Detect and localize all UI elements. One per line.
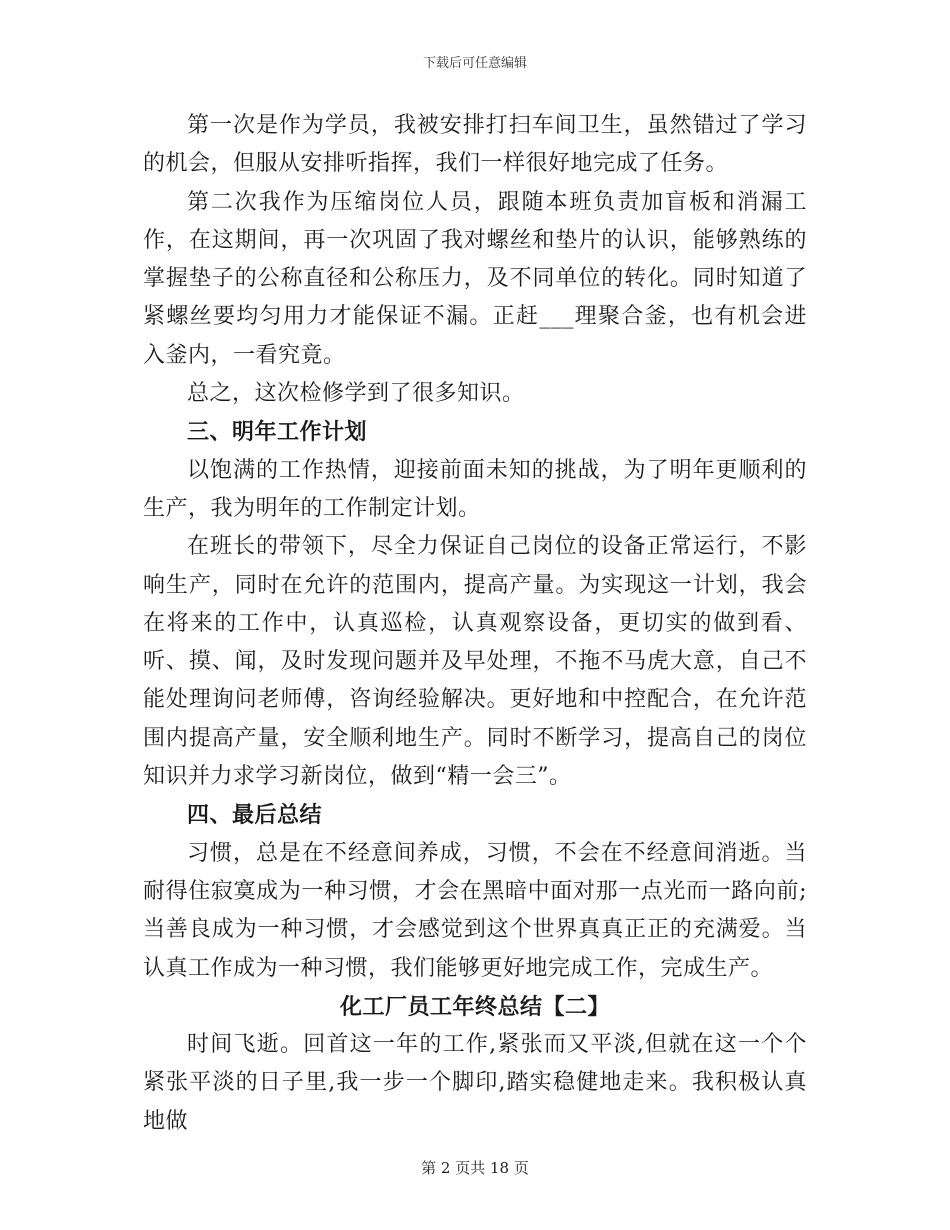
article-title-two: 化工厂员工年终总结【二】 [339,993,610,1020]
section-heading-conclusion: 四、最后总结 [187,802,323,829]
section-heading-plan: 三、明年工作计划 [187,419,368,446]
paragraph-plan-intro: 以饱满的工作热情，迎接前面未知的挑战，为了明年更顺利的生产，我为明年的工作制定计划。 [143,457,807,521]
paragraph-summary: 总之，这次检修学到了很多知识。 [187,381,525,407]
page-header: 下载后可任意编辑 [422,56,527,71]
paragraph-first-time: 第一次是作为学员，我被安排打扫车间卫生，虽然错过了学习的机会，但服从安排听指挥，我们一样很好地完成了任务。 [143,113,807,177]
paragraph-habit: 习惯，总是在不经意间养成，习惯，不会在不经意间消逝。当耐得住寂寞成为一种习惯，才会在黑暗中面对那一点光而一路向前;当善良成为一种习惯，才会感觉到这个世界真真正正的充满爱。当认真工作成为一种习惯，我们能够更好地完成工作，完成生产。 [143,840,807,981]
paragraph-second-time: 第二次我作为压缩岗位人员，跟随本班负责加盲板和消漏工作，在这期间，再一次巩固了我对螺丝和垫片的认识，能够熟练的掌握垫子的公称直径和公称压力，及不同单位的转化。同时知道了紧螺丝要均匀用力才能保证不漏。正赶___理聚合釜，也有机会进入釜内，一看究竟。 [143,189,807,368]
paragraph-plan-detail: 在班长的带领下，尽全力保证自己岗位的设备正常运行，不影响生产，同时在允许的范围内，提高产量。为实现这一计划，我会在将来的工作中，认真巡检，认真观察设备，更切实的做到看、听、摸、闻，及时发现问题并及早处理，不拖不马虎大意，自己不能处理询问老师傅，咨询经验解决。更好地和中控配合，在允许范围内提高产量，安全顺利地生产。同时不断学习，提高自己的岗位知识并力求学习新岗位，做到“精一会三”。 [143,534,807,790]
page-footer-number: 第 2 页共 18 页 [421,1159,529,1177]
document-body [143,107,807,1141]
paragraph-time-flies: 时间飞逝。回首这一年的工作,紧张而又平淡,但就在这一个个紧张平淡的日子里,我一步一个脚印,踏实稳健地走来。我积极认真地做 [143,1032,807,1134]
